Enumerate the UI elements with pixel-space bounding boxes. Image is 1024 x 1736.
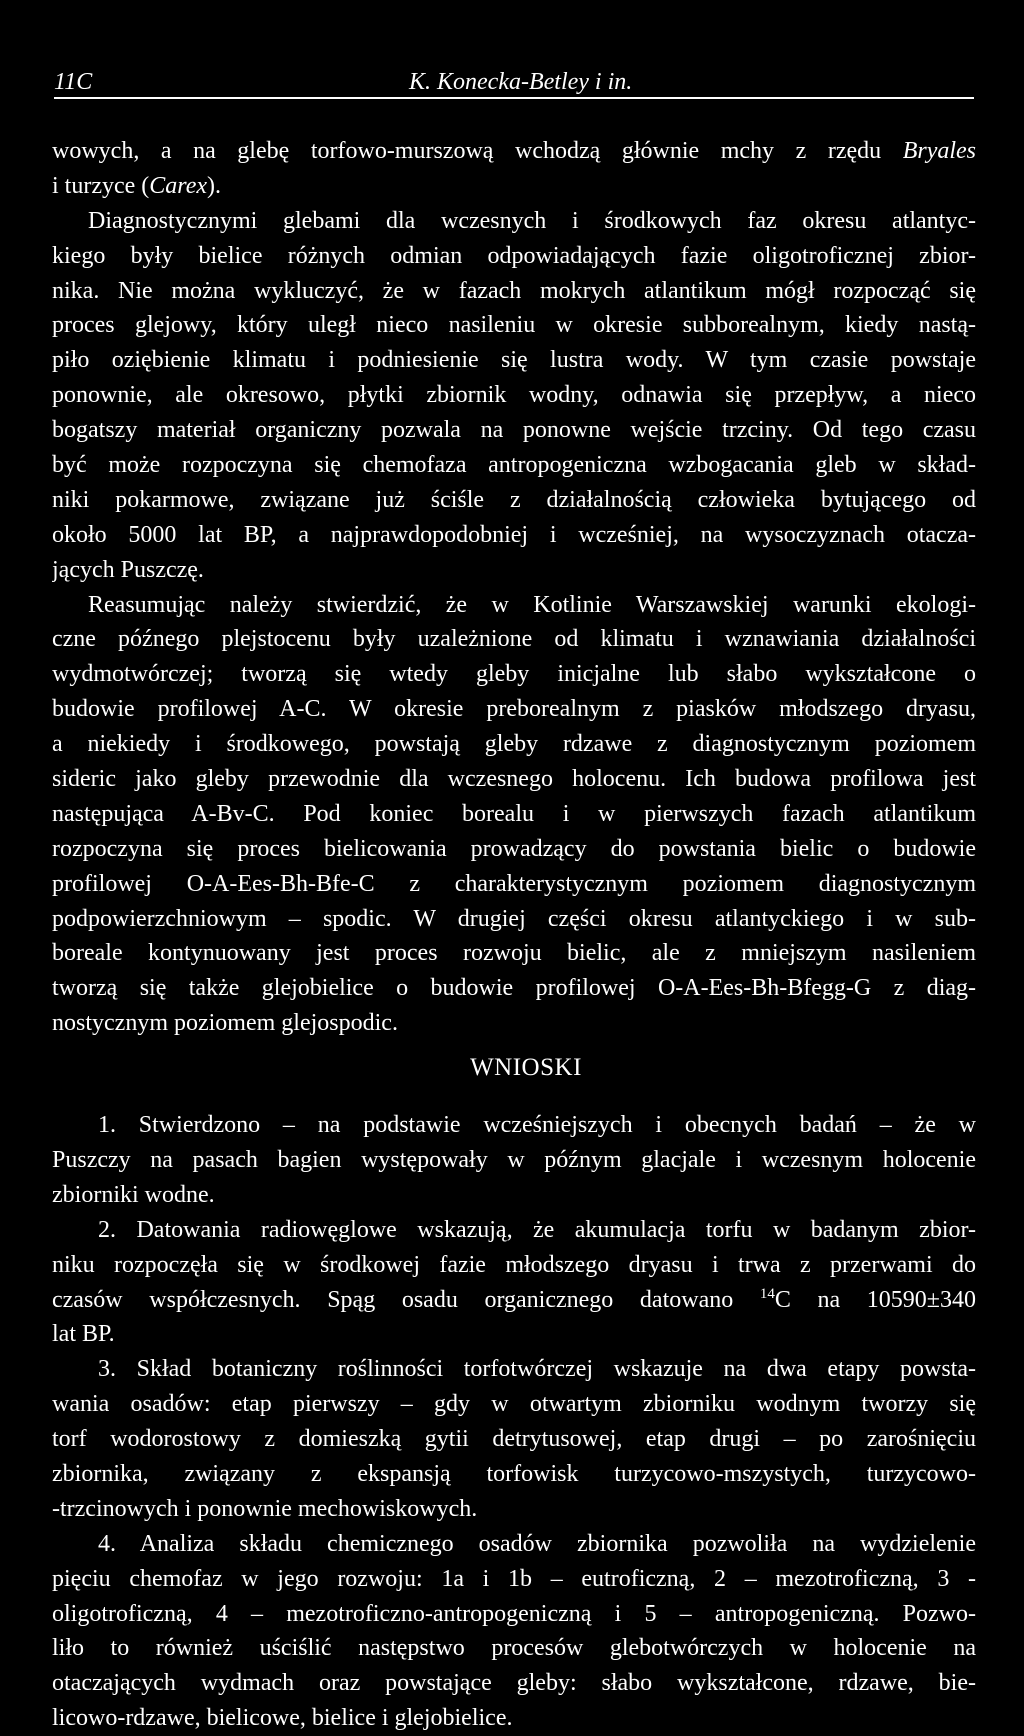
text-line: 3. Skład botaniczny roślinności torfotwórczej wskazuje na dwa etapy powsta-	[98, 1356, 976, 1383]
text-line: ponownie, ale okresowo, płytki zbiornik wodny, odnawia się przepływ, a nieco	[52, 382, 976, 409]
text-line: piło oziębienie klimatu i podniesienie się lustra wody. W tym czasie powstaje	[52, 347, 976, 374]
text-run: wowych, a na glebę torfowo-murszową wchodzą głównie mchy z rzędu	[52, 138, 903, 164]
text-line: podpowierzchniowym – spodic. W drugiej części okresu atlantyckiego i w sub-	[52, 905, 976, 932]
text-line: 2. Datowania radiowęglowe wskazują, że akumulacja torfu w badanym zbior-	[98, 1216, 976, 1243]
running-head-authors: K. Konecka-Betley i in.	[409, 69, 633, 95]
text-line: nostycznym poziomem glejospodic.	[52, 1010, 398, 1037]
paragraph-continuation	[52, 134, 976, 204]
text-line: zbiornika, związany z ekspansją torfowisk turzycowo-mszystych, turzycowo-	[52, 1460, 976, 1487]
conclusion-item-1	[52, 1108, 976, 1213]
italic-taxon: Bryales	[902, 138, 976, 164]
text-line: wania osadów: etap pierwszy – gdy w otwartym zbiorniku wodnym tworzy się	[52, 1391, 976, 1418]
text-line: bogatszy materiał organiczny pozwala na ponowne wejście trzciny. Od tego czasu	[52, 417, 976, 444]
text-line: pięciu chemofaz w jego rozwoju: 1a i 1b – eutroficzną, 2 – mezotroficzną, 3 -	[52, 1565, 976, 1592]
text-line: zbiorniki wodne.	[52, 1181, 215, 1208]
paragraph-summary	[52, 588, 976, 1042]
running-head	[54, 64, 974, 100]
text-line: nika. Nie można wykluczyć, że w fazach mokrych atlantikum mógł rozpocząć się	[52, 277, 976, 304]
text-line: otaczających wydmach oraz powstające gleby: słabo wykształcone, rdzawe, bie-	[52, 1670, 976, 1697]
isotope-superscript: 14	[759, 1285, 775, 1302]
header-rule	[54, 97, 974, 99]
section-heading	[52, 1041, 976, 1086]
text-run: ).	[207, 172, 222, 199]
conclusion-item-4	[52, 1527, 976, 1736]
text-line: wydmotwórczej; tworzą się wtedy gleby inicjalne lub słabo wykształcone o	[52, 661, 976, 688]
text-line: licowo-rdzawe, bielicowe, bielice i glejobielice.	[52, 1705, 513, 1732]
text-line: liło to również uściślić następstwo procesów glebotwórczych w holocenie na	[52, 1635, 976, 1662]
text-line: -trzcinowych i ponownie mechowiskowych.	[52, 1495, 478, 1522]
conclusion-item-2	[52, 1213, 976, 1353]
text-line: 1. Stwierdzono – na podstawie wcześniejszych i obecnych badań – że w	[98, 1112, 976, 1139]
text-line: torf wodorostowy z domieszką gytii detrytusowej, etap drugi – po zarośnięciu	[52, 1426, 976, 1453]
text-line: budowie profilowej A-C. W okresie preborealnym z piasków młodszego dryasu,	[52, 696, 976, 723]
text-line: 4. Analiza składu chemicznego osadów zbiornika pozwoliła na wydzielenie	[98, 1530, 976, 1557]
section-heading-text: WNIOSKI	[470, 1054, 582, 1082]
text-line: jących Puszczę.	[52, 556, 204, 583]
text-line: a niekiedy i środkowego, powstają gleby rdzawe z diagnostycznym poziomem	[52, 731, 976, 758]
text-line: rozpoczyna się proces bielicowania prowadzący do powstania bielic o budowie	[52, 835, 976, 862]
text-run: czasów współczesnych. Spąg osadu organicznego datowano	[52, 1286, 760, 1313]
text-line: następująca A-Bv-C. Pod koniec borealu i w pierwszych fazach atlantikum	[52, 800, 976, 827]
body-text	[52, 134, 976, 1736]
text-run: C na 10590±340	[774, 1286, 976, 1313]
text-line: Diagnostycznymi glebami dla wczesnych i środkowych faz okresu atlantyc-	[88, 207, 976, 234]
text-line: Reasumując należy stwierdzić, że w Kotlinie Warszawskiej warunki ekologi-	[88, 591, 976, 618]
text-line: niku rozpoczęła się w środkowej fazie młodszego dryasu i trwa z przerwami do	[52, 1251, 976, 1278]
italic-taxon: Carex	[149, 172, 208, 199]
text-line: proces glejowy, który uległ nieco nasileniu w okresie subborealnym, kiedy nastą-	[52, 312, 976, 339]
text-line: około 5000 lat BP, a najprawdopodobniej i wcześniej, na wysoczyznach otacza-	[52, 521, 976, 548]
conclusion-item-3	[52, 1352, 976, 1526]
text-line: niki pokarmowe, związane już ściśle z działalnością człowieka bytującego od	[52, 486, 976, 513]
text-line: sideric jako gleby przewodnie dla wczesnego holocenu. Ich budowa profilowa jest	[52, 766, 976, 793]
paragraph-diagnostic-soils	[52, 204, 976, 588]
text-line: być może rozpoczyna się chemofaza antropogeniczna wzbogacania gleb w skład-	[52, 452, 976, 479]
text-line: lat BP.	[52, 1321, 115, 1348]
text-run: i turzyce (	[52, 172, 150, 199]
text-line: oligotroficzną, 4 – mezotroficzno-antropogeniczną i 5 – antropogeniczną. Pozwo-	[52, 1600, 976, 1627]
text-line: Puszczy na pasach bagien występowały w późnym glacjale i wczesnym holocenie	[52, 1146, 976, 1173]
text-line: boreale kontynuowany jest proces rozwoju bielic, ale z mniejszym nasileniem	[52, 940, 976, 967]
text-line	[52, 134, 976, 169]
text-line: czne późnego plejstocenu były uzależnione od klimatu i wznawiania działalności	[52, 626, 976, 653]
text-line	[52, 1283, 976, 1318]
text-line: profilowej O-A-Ees-Bh-Bfe-C z charakterystycznym poziomem diagnostycznym	[52, 870, 976, 897]
page-number: 11C	[54, 69, 93, 95]
text-line	[52, 169, 976, 204]
text-line: tworzą się także glejobielice o budowie profilowej O-A-Ees-Bh-Bfegg-G z diag-	[52, 975, 976, 1002]
text-line: kiego były bielice różnych odmian odpowiadających fazie oligotroficznej zbior-	[52, 242, 976, 269]
